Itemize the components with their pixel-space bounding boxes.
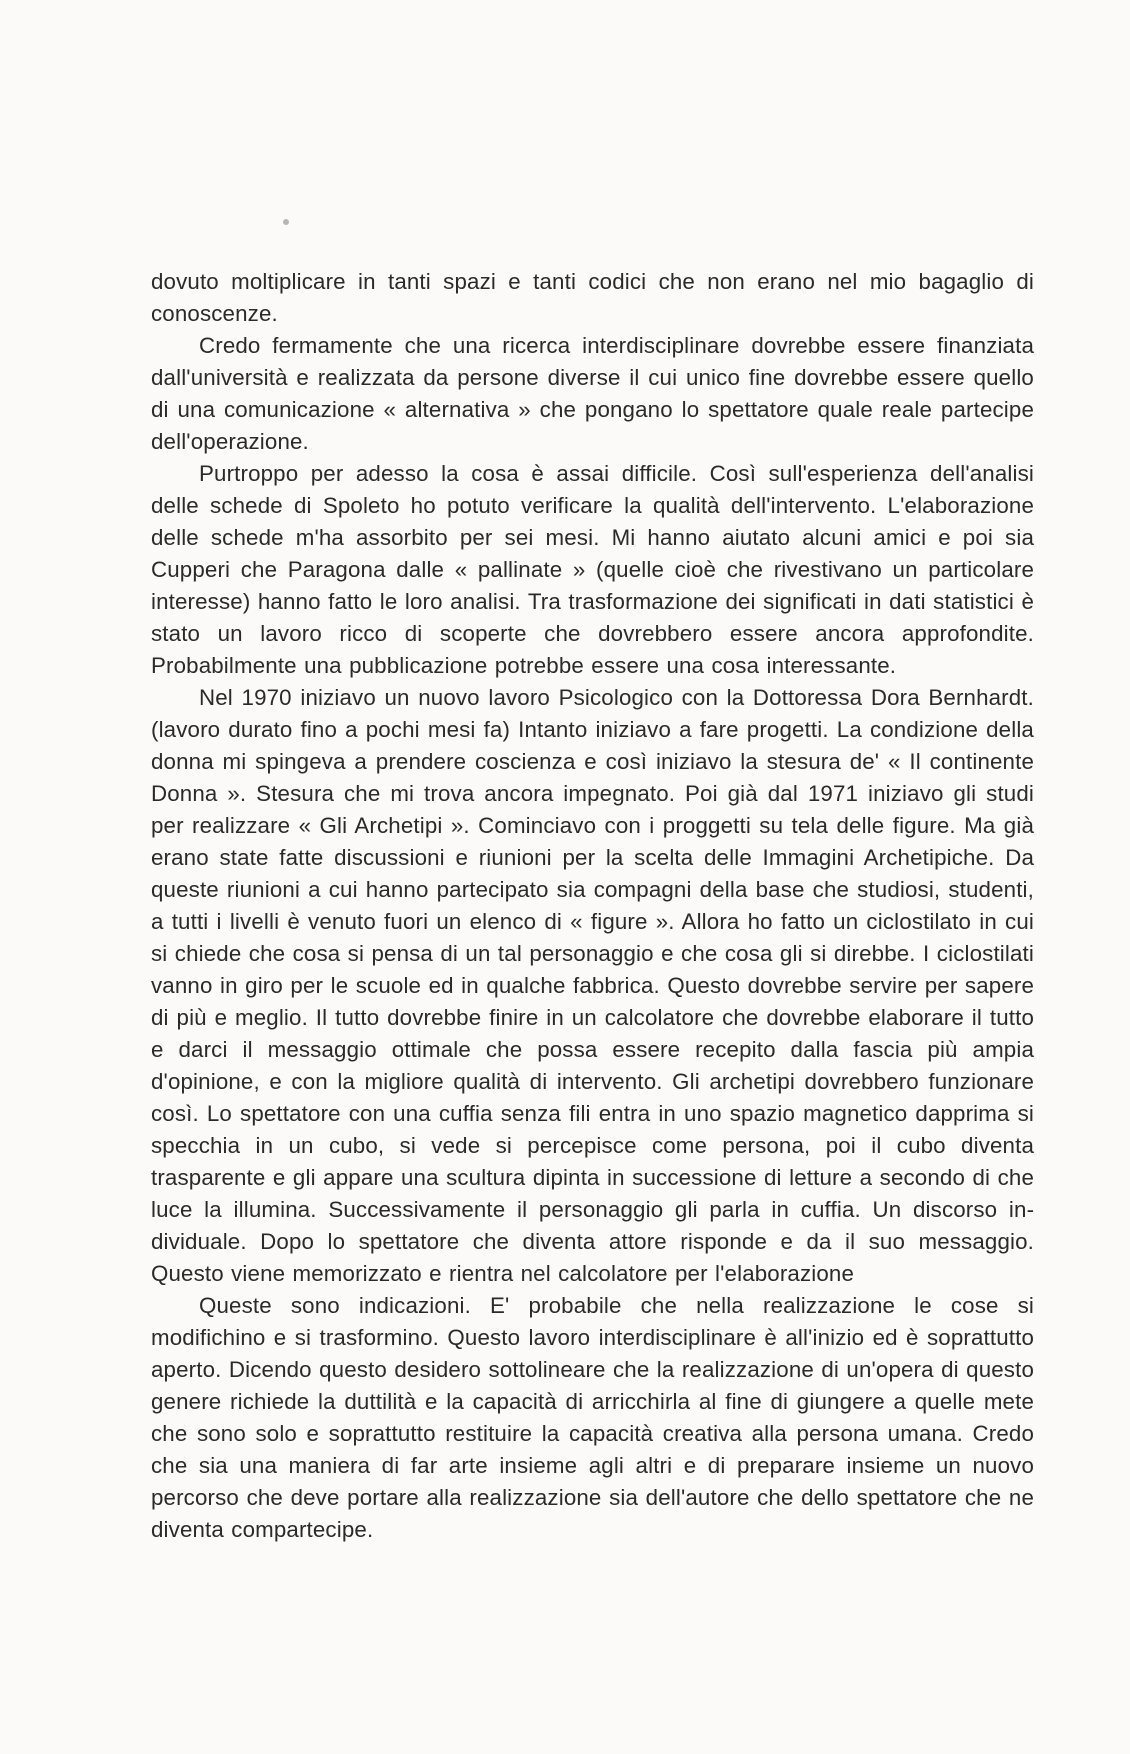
ink-speck — [283, 219, 289, 225]
paragraph: Credo fermamente che una ricerca interdisciplinare dovrebbe essere finanziata dall'università e realizzata da persone diverse il cui unico fine dovrebbe essere quello di una comunicazione « alternativa » che pongano lo spettatore quale reale partecipe dell'operazione. — [151, 333, 1034, 454]
paragraph: Nel 1970 iniziavo un nuovo lavoro Psicologico con la Dottoressa Dora Bernhardt. (lavoro durato fino a pochi mesi fa) Intanto iniziavo a fare progetti. La condizione della donna mi spingeva a prendere coscienza e così iniziavo la stesura de' « Il continente Donna ». Stesura che mi trova ancora impegnato. Poi già dal 1971 iniziavo gli studi per realizzare « Gli Archetipi ». Cominciavo con i proggetti su tela delle figure. Ma già erano state fatte discussioni e riunioni per la scelta delle Immagini Archetipiche. Da queste riunioni a cui hanno partecipato sia compagni della base che studiosi, studenti, a tutti i livelli è venuto fuori un elenco di « figure ». Allora ho fatto un ciclostilato in cui si chiede che cosa si pensa di un tal personaggio e che cosa gli si direbbe. I ciclostilati vanno in giro per le scuole ed in qualche fabbrica. Questo dovrebbe servire per sapere di più e meglio. Il tutto dovrebbe finire in un calcolatore che dovrebbe elaborare il tutto e darci il messaggio ottimale che possa essere recepito dalla fascia più ampia d'opinione, e con la migliore qualità di intervento. Gli archetipi dovrebbero funzionare così. Lo spettatore con una cuffia senza fili entra in uno spazio magnetico dapprima si specchia in un cubo, si vede si percepisce come persona, poi il cubo diventa trasparente e gli appare una scultura dipinta in successione di letture a secondo di che luce la illumina. Successivamente il personaggio gli parla in cuffia. Un discorso individuale. Dopo lo spettatore che diventa attore risponde e da il suo messaggio. Questo viene memorizzato e rientra nel calcolatore per l'elaborazione — [151, 685, 1034, 1286]
paragraph: Purtroppo per adesso la cosa è assai difficile. Così sull'esperienza dell'analisi delle schede di Spoleto ho potuto verificare la qualità dell'intervento. L'elaborazione delle schede m'ha assorbito per sei mesi. Mi hanno aiutato alcuni amici e poi sia Cupperi che Paragona dalle « pallinate » (quelle cioè che rivestivano un particolare interesse) hanno fatto le loro analisi. Tra trasformazione dei significati in dati statistici è stato un lavoro ricco di scoperte che dovrebbero essere ancora approfondite. Probabilmente una pubblicazione potrebbe essere una cosa interessante. — [151, 461, 1034, 678]
paragraph: dovuto moltiplicare in tanti spazi e tanti codici che non erano nel mio bagaglio di conoscenze. — [151, 269, 1034, 326]
body-text — [151, 266, 1034, 1546]
paragraph: Queste sono indicazioni. E' probabile che nella realizzazione le cose si modifichino e si trasformino. Questo lavoro interdisciplinare è all'inizio ed è soprattutto aperto. Dicendo questo desidero sottolineare che la realizzazione di un'opera di questo genere richiede la duttilità e la capacità di arricchirla al fine di giungere a quelle mete che sono solo e soprattutto restituire la capacità creativa alla persona umana. Credo che sia una maniera di far arte insieme agli altri e di preparare insieme un nuovo percorso che deve portare alla realizzazione sia dell'autore che dello spettatore che ne diventa compartecipe. — [151, 1293, 1034, 1542]
